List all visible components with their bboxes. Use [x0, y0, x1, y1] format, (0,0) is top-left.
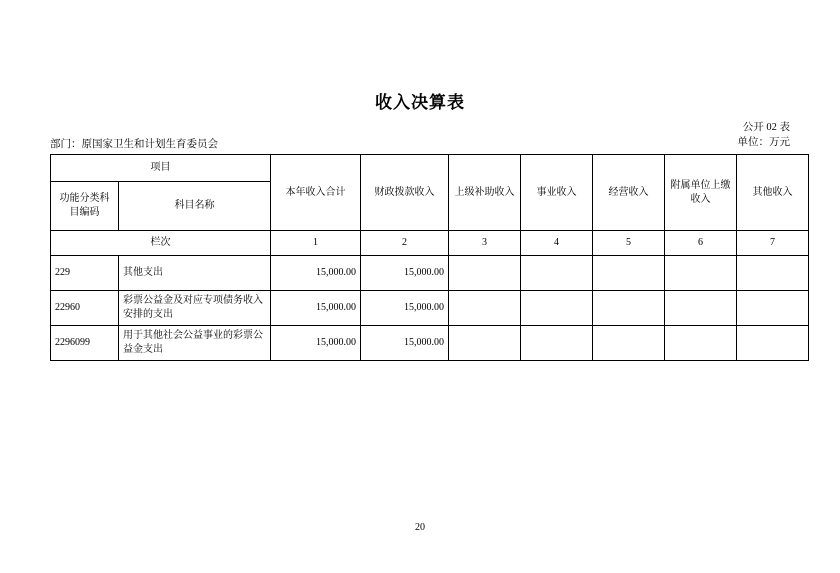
row-label-header: 栏次 — [51, 231, 271, 256]
table-row — [51, 291, 809, 326]
cell-name: 彩票公益金及对应专项债务收入安排的支出 — [119, 291, 271, 326]
table-row — [51, 326, 809, 361]
header-operating: 经营收入 — [593, 155, 665, 231]
department-line: 部门：原国家卫生和计划生育委员会 — [50, 139, 218, 150]
column-number-2: 2 — [361, 231, 449, 256]
column-number-7: 7 — [737, 231, 809, 256]
table-column-number-row — [51, 231, 809, 256]
cell-name: 用于其他社会公益事业的彩票公益金支出 — [119, 326, 271, 361]
cell-total: 15,000.00 — [271, 291, 361, 326]
cell-business — [521, 326, 593, 361]
table-row — [51, 256, 809, 291]
cell-operating — [593, 291, 665, 326]
public-code: 公开 02 表 — [742, 122, 790, 133]
header-subject-name: 科目名称 — [119, 182, 271, 231]
cell-other — [737, 256, 809, 291]
column-number-1: 1 — [271, 231, 361, 256]
revenue-final-accounts-table — [50, 154, 809, 361]
cell-other — [737, 326, 809, 361]
cell-subordinate — [665, 326, 737, 361]
unit-note: 单位：万元 — [737, 137, 790, 148]
cell-fiscal: 15,000.00 — [361, 256, 449, 291]
cell-subordinate — [665, 291, 737, 326]
header-superior: 上级补助收入 — [449, 155, 521, 231]
cell-superior — [449, 326, 521, 361]
column-number-5: 5 — [593, 231, 665, 256]
cell-code: 2296099 — [51, 326, 119, 361]
cell-name: 其他支出 — [119, 256, 271, 291]
cell-code: 22960 — [51, 291, 119, 326]
header-total: 本年收入合计 — [271, 155, 361, 231]
header-business: 事业收入 — [521, 155, 593, 231]
cell-total: 15,000.00 — [271, 256, 361, 291]
cell-superior — [449, 256, 521, 291]
column-number-6: 6 — [665, 231, 737, 256]
page-number: 20 — [415, 522, 425, 533]
column-number-4: 4 — [521, 231, 593, 256]
cell-business — [521, 256, 593, 291]
cell-other — [737, 291, 809, 326]
cell-code: 229 — [51, 256, 119, 291]
cell-superior — [449, 291, 521, 326]
header-group-item: 项目 — [51, 155, 271, 182]
table-header-group-row — [51, 155, 809, 182]
cell-operating — [593, 326, 665, 361]
page-title: 收入决算表 — [375, 93, 465, 112]
header-function-code: 功能分类科目编码 — [51, 182, 119, 231]
column-number-3: 3 — [449, 231, 521, 256]
cell-subordinate — [665, 256, 737, 291]
cell-fiscal: 15,000.00 — [361, 326, 449, 361]
document-meta-right — [738, 120, 791, 150]
cell-fiscal: 15,000.00 — [361, 291, 449, 326]
cell-total: 15,000.00 — [271, 326, 361, 361]
cell-business — [521, 291, 593, 326]
header-other: 其他收入 — [737, 155, 809, 231]
cell-operating — [593, 256, 665, 291]
header-fiscal: 财政拨款收入 — [361, 155, 449, 231]
header-subordinate: 附属单位上缴收入 — [665, 155, 737, 231]
